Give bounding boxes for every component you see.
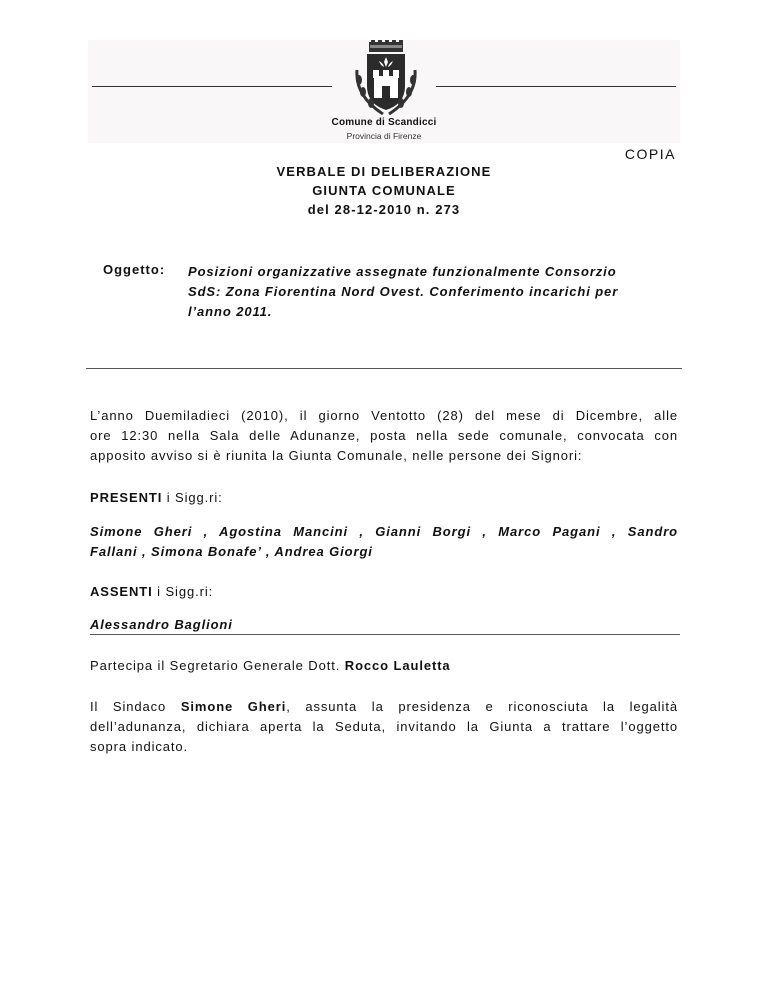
section-divider	[86, 368, 682, 369]
secretary-line	[90, 656, 678, 676]
mayor-line-2: dell’adunanza, dichiara aperta la Seduta, invitando la Giunta a trattare l’oggetto	[90, 719, 678, 734]
subject-line-3: l’anno 2011.	[188, 304, 273, 319]
mayor-paragraph	[90, 697, 678, 757]
letterhead-right-line	[436, 86, 676, 87]
present-names	[90, 522, 678, 562]
letterhead-left-line	[92, 86, 332, 87]
copy-label: COPIA	[624, 146, 676, 162]
intro-line-1: L’anno Duemiladieci (2010), il giorno Ventotto (28) del mese di Dicembre, alle	[90, 408, 678, 423]
mayor-line-3: sopra indicato.	[90, 739, 189, 754]
document-title: VERBALE DI DELIBERAZIONE	[276, 164, 492, 179]
subject-line-1: Posizioni organizzative assegnate funzionalmente Consorzio	[188, 264, 617, 279]
document-date-number: del 28-12-2010 n. 273	[307, 202, 461, 217]
mayor-line-1-rest: , assunta la presidenza e riconosciuta la legalità	[286, 699, 678, 714]
secretary-prefix: Partecipa il Segretario Generale Dott.	[90, 658, 345, 673]
province-name: Provincia di Firenze	[346, 131, 422, 141]
mayor-prefix: Il Sindaco	[90, 699, 181, 714]
subject-line-2: SdS: Zona Fiorentina Nord Ovest. Conferimento incarichi per	[188, 284, 619, 299]
present-suffix: i Sigg.ri:	[162, 490, 223, 505]
absent-heading	[90, 582, 678, 602]
absent-suffix: i Sigg.ri:	[152, 584, 214, 599]
subject-label: Oggetto:	[103, 262, 166, 277]
absent-names: Alessandro Baglioni	[90, 617, 233, 632]
mayor-line-1	[90, 697, 678, 717]
mayor-name: Simone Gheri	[180, 699, 287, 714]
intro-line-2: ore 12:30 nella Sala delle Adunanze, posta nella sede comunale, convocata con	[90, 428, 678, 443]
absent-underline	[90, 634, 680, 635]
intro-paragraph	[90, 406, 678, 466]
present-label: PRESENTI	[90, 490, 163, 505]
secretary-name: Rocco Lauletta	[344, 658, 451, 673]
coat-of-arms-icon	[343, 40, 429, 118]
present-heading	[90, 488, 678, 508]
document-subtitle: GIUNTA COMUNALE	[312, 183, 456, 198]
intro-line-3: apposito avviso si è riunita la Giunta Comunale, nelle persone dei Signori:	[90, 448, 583, 463]
absent-label: ASSENTI	[90, 584, 153, 599]
municipality-name: Comune di Scandicci	[331, 117, 437, 128]
present-names-line-1: Simone Gheri , Agostina Mancini , Gianni Borgi , Marco Pagani , Sandro	[90, 524, 678, 539]
present-names-line-2: Fallani , Simona Bonafe’ , Andrea Giorgi	[90, 544, 373, 559]
subject-text	[188, 262, 678, 322]
